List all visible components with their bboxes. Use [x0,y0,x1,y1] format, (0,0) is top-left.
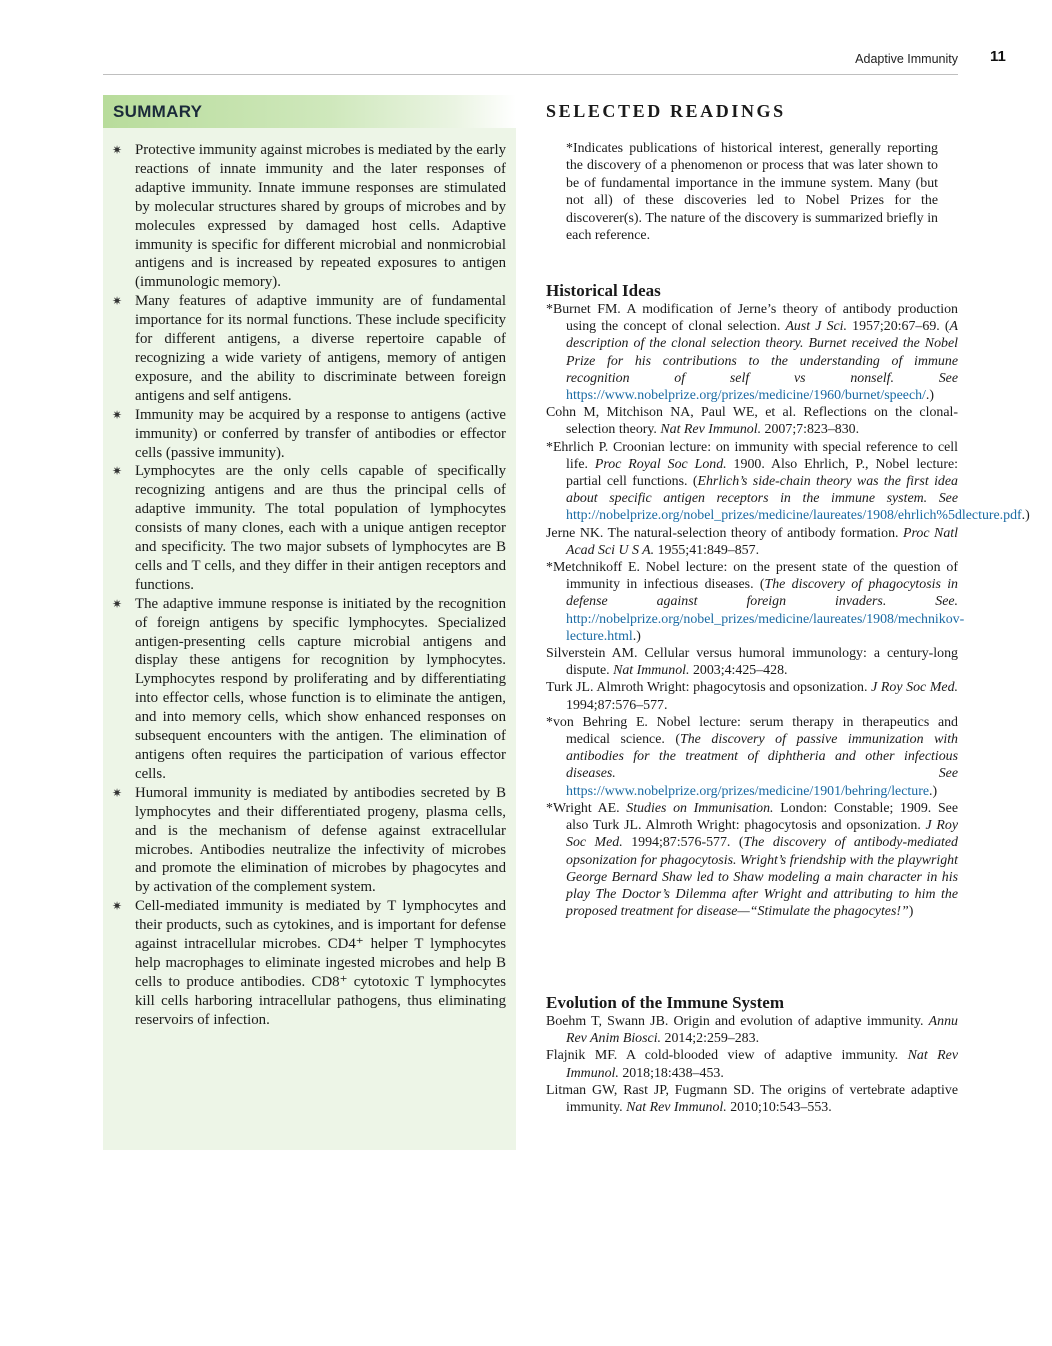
reference-text: .) [925,388,935,404]
reference-text: 1955;41:849–857. [654,542,760,558]
readings-intro: *Indicates publications of historical interest, generally reporting the discovery of a phenomenon or process that was later shown to be of fundamental importance in the immune system. Many (but not all) of these discoveries led to Nobel Prizes for the discoverer(s). The nature of the discovery is summarized briefly in each reference. [566,141,938,244]
reference-text: Jerne NK. The natural-selection theory of antibody formation. [546,525,904,541]
reference-italic-text: Studies on Immunisation. [626,800,774,816]
reference-item [546,1013,958,1047]
reference-item [546,679,958,713]
reference-link[interactable]: https://www.nobelprize.org/prizes/medicine/1960/burnet/speech/ [566,388,926,404]
reference-text: Flajnik MF. A cold-blooded view of adaptive immunity. [546,1048,908,1064]
summary-item-text: Lymphocytes are the only cells capable of specifically recognizing antigens and are thus the principal cells of adaptive immunity. The total population of lymphocytes consists of many clones, each with a unique antigen receptor and specificity. The two major subsets of lymphocytes are B cells and T cells, and they differ in their antigen receptors and functions. [135,463,506,593]
reference-italic-text: Nat Rev Immunol. [566,1048,958,1081]
summary-item-text: Many features of adaptive immunity are of fundamental importance for its normal functions. These include specificity for different antigens, a diverse repertoire capable of recognizing a wide variety of antigens, memory of antigen exposure, and the ability to discriminate between foreign antigens and self antigens. [135,293,506,404]
bullet-icon: ✷ [112,596,123,611]
reference-text: *Ehrlich P. Croonian lecture: on immunity with special reference to cell life. [546,439,958,472]
reference-italic-text: Nat Immunol. [613,663,690,679]
bullet-icon: ✷ [112,785,123,800]
reference-italic-text: The discovery of passive immunization with antibodies for the treatment of diphtheria and other infectious diseases. See [566,732,958,782]
reference-italic-text: J Roy Soc Med. [871,680,959,696]
reference-text: *Wright AE. [546,800,627,816]
reference-text: Turk JL. Almroth Wright: phagocytosis and opsonization. [546,680,872,696]
reference-text: 1957;20:67–69. ( [847,319,950,335]
reference-item [546,1047,958,1081]
bullet-icon: ✷ [112,407,123,422]
reference-text: 2007;7:823–830. [761,422,860,438]
running-header-section: Adaptive Immunity [855,52,958,66]
reference-italic-text: Ehrlich’s side-chain theory was the first idea about specific antigen receptors in the immune system. See [566,474,958,507]
reference-item [546,714,958,800]
running-header [103,50,958,75]
reference-text: London: Constable; 1909. See also Turk JL. Almroth Wright: phagocytosis and opsonization. [566,800,958,834]
reference-item [546,559,965,645]
reference-item [546,645,958,679]
reference-text: *Metchnikoff E. Nobel lecture: on the present state of the question of immunity in infectious diseases. ( [546,560,958,593]
reference-list-evolution [546,1013,958,1116]
reference-italic-text: The discovery of phagocytosis in defense against foreign invaders. See. [566,577,958,610]
reference-text: 1900. Also Ehrlich, P., Nobel lecture: partial cell functions. ( [566,456,958,490]
reference-item [546,439,1030,525]
reference-text: Cohn M, Mitchison NA, Paul WE, et al. Reflections on the clonal-selection theory. [546,405,958,438]
summary-item [103,784,516,897]
reference-text: .) [929,783,938,799]
summary-item-text: Immunity may be acquired by a response to antigens (active immunity) or conferred by transfer of antibodies or effector cells (passive immunity). [135,406,506,461]
reference-italic-text: Proc Royal Soc Lond. [594,456,727,472]
reference-link[interactable]: http://nobelprize.org/nobel_prizes/medicine/laureates/1908/ehrlich%5dlecture.pdf [566,508,1022,524]
summary-banner [103,95,516,128]
summary-list [103,141,516,1030]
summary-item [103,595,516,784]
reference-text: *von Behring E. Nobel lecture: serum therapy in therapeutics and medical science. ( [546,714,958,748]
summary-item-text: Humoral immunity is mediated by antibodies secreted by B lymphocytes and their differentiated progeny, plasma cells, and is the mechanism of defense against extracellular microbes. Antibodies neutralize the infectivity of microbes and promote the elimination of microbes by phagocytes and by activation of the complement system. [135,784,506,896]
reference-text: 2018;18:438–453. [618,1065,724,1081]
reference-text: 1994;87:576–577. [566,697,668,713]
reference-text: Litman GW, Rast JP, Fugmann SD. The origins of vertebrate adaptive immunity. [546,1082,958,1116]
summary-item [103,292,516,405]
summary-item [103,406,516,463]
reference-text: Boehm T, Swann JB. Origin and evolution of adaptive immunity. [546,1014,929,1029]
reference-italic-text: Nat Rev Immunol. [626,1100,727,1116]
reference-text: 1994;87:576-577. ( [622,835,744,851]
summary-item-text: Protective immunity against microbes is mediated by the early reactions of innate immunity and the later responses of adaptive immunity. Innate immune responses are stimulated by molecular structures shared by groups of microbes and by molecules expressed by damaged host cells. Adaptive immunity is specific for different microbial and nonmicrobial antigens and is increased by repeated exposures to antigen (immunologic memory). [135,142,506,291]
reference-link[interactable]: http://nobelprize.org/nobel_prizes/medicine/laureates/1908/mechnikov-lecture.html [566,611,965,644]
reference-text: .) [1021,508,1030,524]
page-number: 11 [990,48,1006,65]
reference-italic-text: Proc Natl Acad Sci U S A. [566,525,958,558]
reference-text: *Burnet FM. A modification of Jerne’s theory of antibody production using the concept of clonal selection. [546,302,958,335]
reference-text: 2003;4:425–428. [689,663,788,679]
reference-item [546,301,958,404]
reference-text: 2010;10:543–553. [726,1100,832,1116]
reference-item [546,1082,958,1116]
reference-italic-text: J Roy Soc Med. [566,818,959,851]
summary-item [103,897,516,1029]
section-heading-historical-ideas: Historical Ideas [546,281,661,300]
summary-item-text: The adaptive immune response is initiated by the recognition of foreign antigens by specific lymphocytes. Specialized antigen-presenting cells capture microbial antigens and display these antigens for recognition by lymphocytes. Lymphocytes respond by proliferating and by differentiating into effector cells, whose function is to eliminate the antigen, and into memory cells, which show enhanced responses on subsequent encounters with the antigen. The elimination of antigens often requires the participation of various effector cells. [135,595,506,782]
bullet-icon: ✷ [112,294,123,309]
summary-title: SUMMARY [113,102,203,121]
reference-italic-text: Annu Rev Anim Biosci. [566,1014,958,1047]
reference-list-historical [546,301,1030,920]
reference-italic-text: The discovery of antibody-mediated opsonization for phagocytosis. Wright’s friendship with the playwright George Bernard Shaw led to Shaw modeling a main character in his play The Doctor’s Dilemma after Wright and attributing to him the proposed treatment for disease—“Stimulate the phagocytes!” [566,835,959,920]
bullet-icon: ✷ [112,143,123,157]
summary-item [103,462,516,594]
reference-text: Silverstein AM. Cellular versus humoral immunology: a century-long dispute. [546,646,958,679]
reference-item [546,525,958,559]
reference-italic-text: Nat Rev Immunol. [660,422,762,438]
summary-item [103,141,516,292]
reference-item [546,404,958,438]
reference-link[interactable]: https://www.nobelprize.org/prizes/medicine/1901/behring/lecture [566,783,929,799]
readings-title: SELECTED READINGS [546,101,786,121]
reference-text: ) [908,904,914,920]
bullet-icon: ✷ [112,899,123,914]
summary-item-text: Cell-mediated immunity is mediated by T lymphocytes and their products, such as cytokines, and is important for defense against intracellular microbes. CD4⁺ helper T lymphocytes help macrophages to eliminate ingested microbes and help B cells to produce antibodies. CD8⁺ cytotoxic T lymphocytes kill cells harboring intracellular pathogens, thus eliminating reservoirs of infection. [135,898,506,1028]
section-heading-evolution: Evolution of the Immune System [546,993,785,1012]
reference-text: .) [632,628,641,644]
bullet-icon: ✷ [112,464,123,479]
reference-text: 2014;2:259–283. [661,1031,760,1047]
reference-italic-text: A description of the clonal selection theory. Burnet received the Nobel Prize for his contributions to the understanding of immune recognition of self vs nonself. See [566,319,959,386]
reference-item [546,800,958,920]
reference-italic-text: Aust J Sci. [785,319,848,335]
